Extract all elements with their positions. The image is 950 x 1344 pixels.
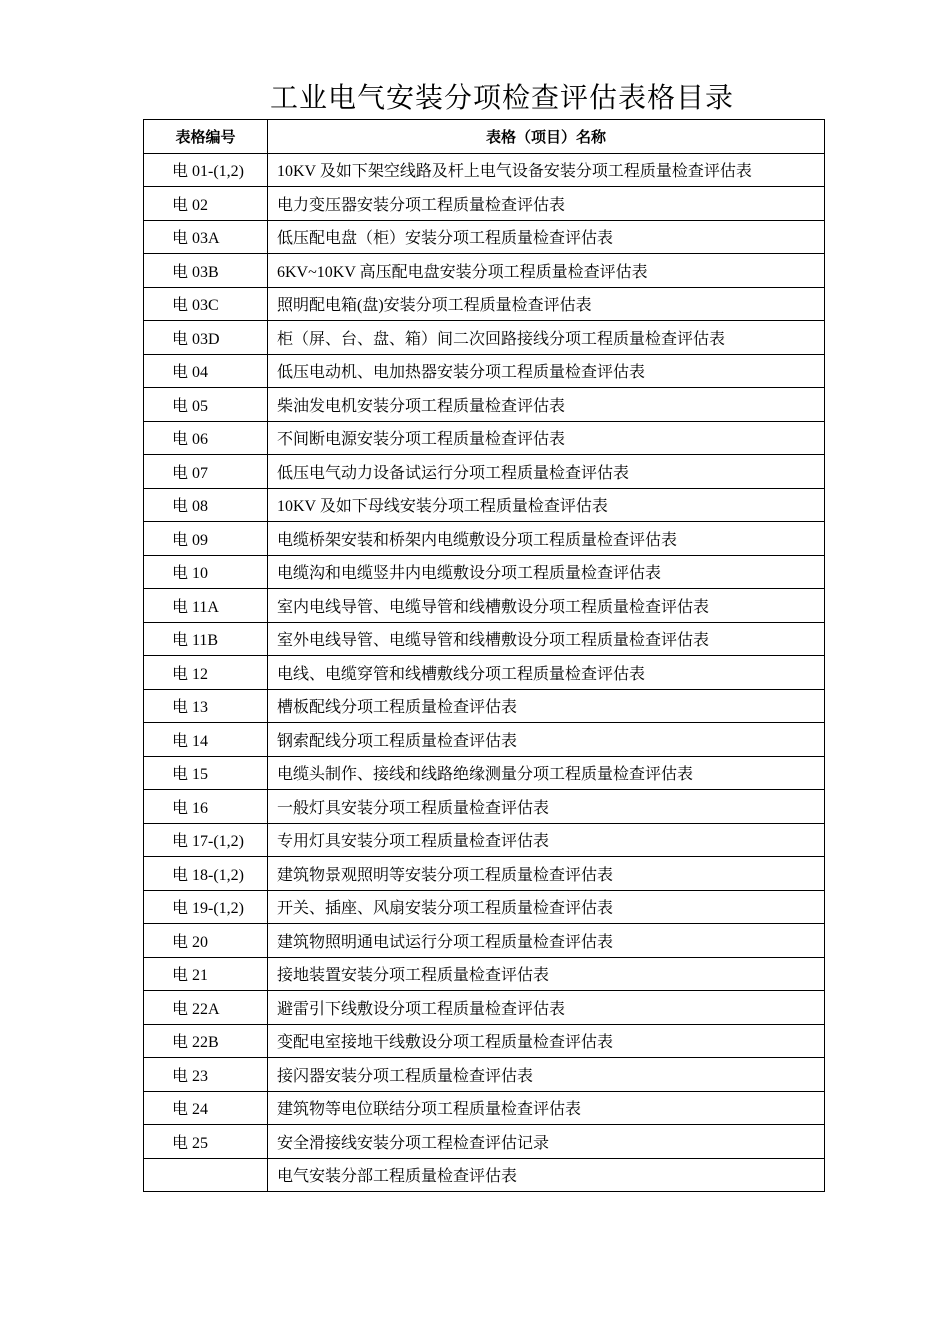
table-row bbox=[144, 823, 825, 857]
table-row bbox=[144, 723, 825, 757]
form-number-cell: 电 16 bbox=[144, 790, 268, 824]
table-row bbox=[144, 187, 825, 221]
table-row bbox=[144, 924, 825, 958]
form-name-cell: 10KV 及如下架空线路及杆上电气设备安装分项工程质量检查评估表 bbox=[268, 153, 825, 187]
form-name-cell: 柜（屏、台、盘、箱）间二次回路接线分项工程质量检查评估表 bbox=[268, 321, 825, 355]
form-name-cell: 电线、电缆穿管和线槽敷线分项工程质量检查评估表 bbox=[268, 656, 825, 690]
form-number-cell: 电 02 bbox=[144, 187, 268, 221]
table-row bbox=[144, 455, 825, 489]
table-header-row bbox=[144, 120, 825, 154]
form-number-cell: 电 03D bbox=[144, 321, 268, 355]
form-name-cell: 6KV~10KV 高压配电盘安装分项工程质量检查评估表 bbox=[268, 254, 825, 288]
form-number-cell: 电 06 bbox=[144, 421, 268, 455]
form-name-cell: 电缆沟和电缆竖井内电缆敷设分项工程质量检查评估表 bbox=[268, 555, 825, 589]
table-row bbox=[144, 388, 825, 422]
form-number-cell: 电 22B bbox=[144, 1024, 268, 1058]
table-row bbox=[144, 991, 825, 1025]
table-row bbox=[144, 589, 825, 623]
form-number-cell: 电 12 bbox=[144, 656, 268, 690]
form-name-cell: 室外电线导管、电缆导管和线槽敷设分项工程质量检查评估表 bbox=[268, 622, 825, 656]
table-row bbox=[144, 555, 825, 589]
header-form-name: 表格（项目）名称 bbox=[268, 120, 825, 154]
table-row bbox=[144, 857, 825, 891]
form-number-cell: 电 13 bbox=[144, 689, 268, 723]
form-number-cell: 电 17-(1,2) bbox=[144, 823, 268, 857]
table-row bbox=[144, 1125, 825, 1159]
table-row bbox=[144, 890, 825, 924]
table-row bbox=[144, 756, 825, 790]
form-name-cell: 室内电线导管、电缆导管和线槽敷设分项工程质量检查评估表 bbox=[268, 589, 825, 623]
form-number-cell: 电 10 bbox=[144, 555, 268, 589]
table-row bbox=[144, 254, 825, 288]
table-row bbox=[144, 287, 825, 321]
form-number-cell: 电 20 bbox=[144, 924, 268, 958]
form-name-cell: 建筑物照明通电试运行分项工程质量检查评估表 bbox=[268, 924, 825, 958]
form-name-cell: 一般灯具安装分项工程质量检查评估表 bbox=[268, 790, 825, 824]
form-index-table bbox=[143, 119, 825, 1192]
table-row bbox=[144, 321, 825, 355]
page-title: 工业电气安装分项检查评估表格目录 bbox=[269, 81, 734, 114]
form-number-cell: 电 25 bbox=[144, 1125, 268, 1159]
form-number-cell: 电 11A bbox=[144, 589, 268, 623]
table-row bbox=[144, 1058, 825, 1092]
form-number-cell: 电 21 bbox=[144, 957, 268, 991]
table-row bbox=[144, 354, 825, 388]
form-number-cell: 电 03B bbox=[144, 254, 268, 288]
form-number-cell: 电 18-(1,2) bbox=[144, 857, 268, 891]
form-name-cell: 电缆桥架安装和桥架内电缆敷设分项工程质量检查评估表 bbox=[268, 522, 825, 556]
form-number-cell: 电 14 bbox=[144, 723, 268, 757]
form-number-cell bbox=[144, 1158, 268, 1192]
header-form-number: 表格编号 bbox=[144, 120, 268, 154]
form-name-cell: 建筑物等电位联结分项工程质量检查评估表 bbox=[268, 1091, 825, 1125]
table-row bbox=[144, 1024, 825, 1058]
form-name-cell: 10KV 及如下母线安装分项工程质量检查评估表 bbox=[268, 488, 825, 522]
form-name-cell: 钢索配线分项工程质量检查评估表 bbox=[268, 723, 825, 757]
form-name-cell: 电力变压器安装分项工程质量检查评估表 bbox=[268, 187, 825, 221]
form-name-cell: 低压电气动力设备试运行分项工程质量检查评估表 bbox=[268, 455, 825, 489]
form-name-cell: 变配电室接地干线敷设分项工程质量检查评估表 bbox=[268, 1024, 825, 1058]
table-row bbox=[144, 957, 825, 991]
table-row bbox=[144, 522, 825, 556]
form-name-cell: 低压配电盘（柜）安装分项工程质量检查评估表 bbox=[268, 220, 825, 254]
form-name-cell: 安全滑接线安装分项工程检查评估记录 bbox=[268, 1125, 825, 1159]
form-number-cell: 电 23 bbox=[144, 1058, 268, 1092]
form-number-cell: 电 03A bbox=[144, 220, 268, 254]
form-name-cell: 不间断电源安装分项工程质量检查评估表 bbox=[268, 421, 825, 455]
form-number-cell: 电 15 bbox=[144, 756, 268, 790]
form-number-cell: 电 07 bbox=[144, 455, 268, 489]
form-name-cell: 槽板配线分项工程质量检查评估表 bbox=[268, 689, 825, 723]
form-number-cell: 电 24 bbox=[144, 1091, 268, 1125]
table-row bbox=[144, 622, 825, 656]
table-row bbox=[144, 488, 825, 522]
form-number-cell: 电 04 bbox=[144, 354, 268, 388]
form-number-cell: 电 03C bbox=[144, 287, 268, 321]
form-name-cell: 专用灯具安装分项工程质量检查评估表 bbox=[268, 823, 825, 857]
form-number-cell: 电 05 bbox=[144, 388, 268, 422]
form-name-cell: 建筑物景观照明等安装分项工程质量检查评估表 bbox=[268, 857, 825, 891]
form-name-cell: 低压电动机、电加热器安装分项工程质量检查评估表 bbox=[268, 354, 825, 388]
table-row bbox=[144, 656, 825, 690]
form-name-cell: 电缆头制作、接线和线路绝缘测量分项工程质量检查评估表 bbox=[268, 756, 825, 790]
form-number-cell: 电 11B bbox=[144, 622, 268, 656]
table-row bbox=[144, 220, 825, 254]
table-row bbox=[144, 421, 825, 455]
table-row bbox=[144, 1091, 825, 1125]
table-row bbox=[144, 689, 825, 723]
form-number-cell: 电 19-(1,2) bbox=[144, 890, 268, 924]
form-name-cell: 照明配电箱(盘)安装分项工程质量检查评估表 bbox=[268, 287, 825, 321]
table-row bbox=[144, 790, 825, 824]
form-number-cell: 电 22A bbox=[144, 991, 268, 1025]
form-number-cell: 电 01-(1,2) bbox=[144, 153, 268, 187]
form-name-cell: 电气安装分部工程质量检查评估表 bbox=[268, 1158, 825, 1192]
form-name-cell: 接地装置安装分项工程质量检查评估表 bbox=[268, 957, 825, 991]
form-name-cell: 接闪器安装分项工程质量检查评估表 bbox=[268, 1058, 825, 1092]
table-row bbox=[144, 153, 825, 187]
form-name-cell: 开关、插座、风扇安装分项工程质量检查评估表 bbox=[268, 890, 825, 924]
table-row bbox=[144, 1158, 825, 1192]
form-name-cell: 避雷引下线敷设分项工程质量检查评估表 bbox=[268, 991, 825, 1025]
form-number-cell: 电 09 bbox=[144, 522, 268, 556]
form-name-cell: 柴油发电机安装分项工程质量检查评估表 bbox=[268, 388, 825, 422]
form-number-cell: 电 08 bbox=[144, 488, 268, 522]
